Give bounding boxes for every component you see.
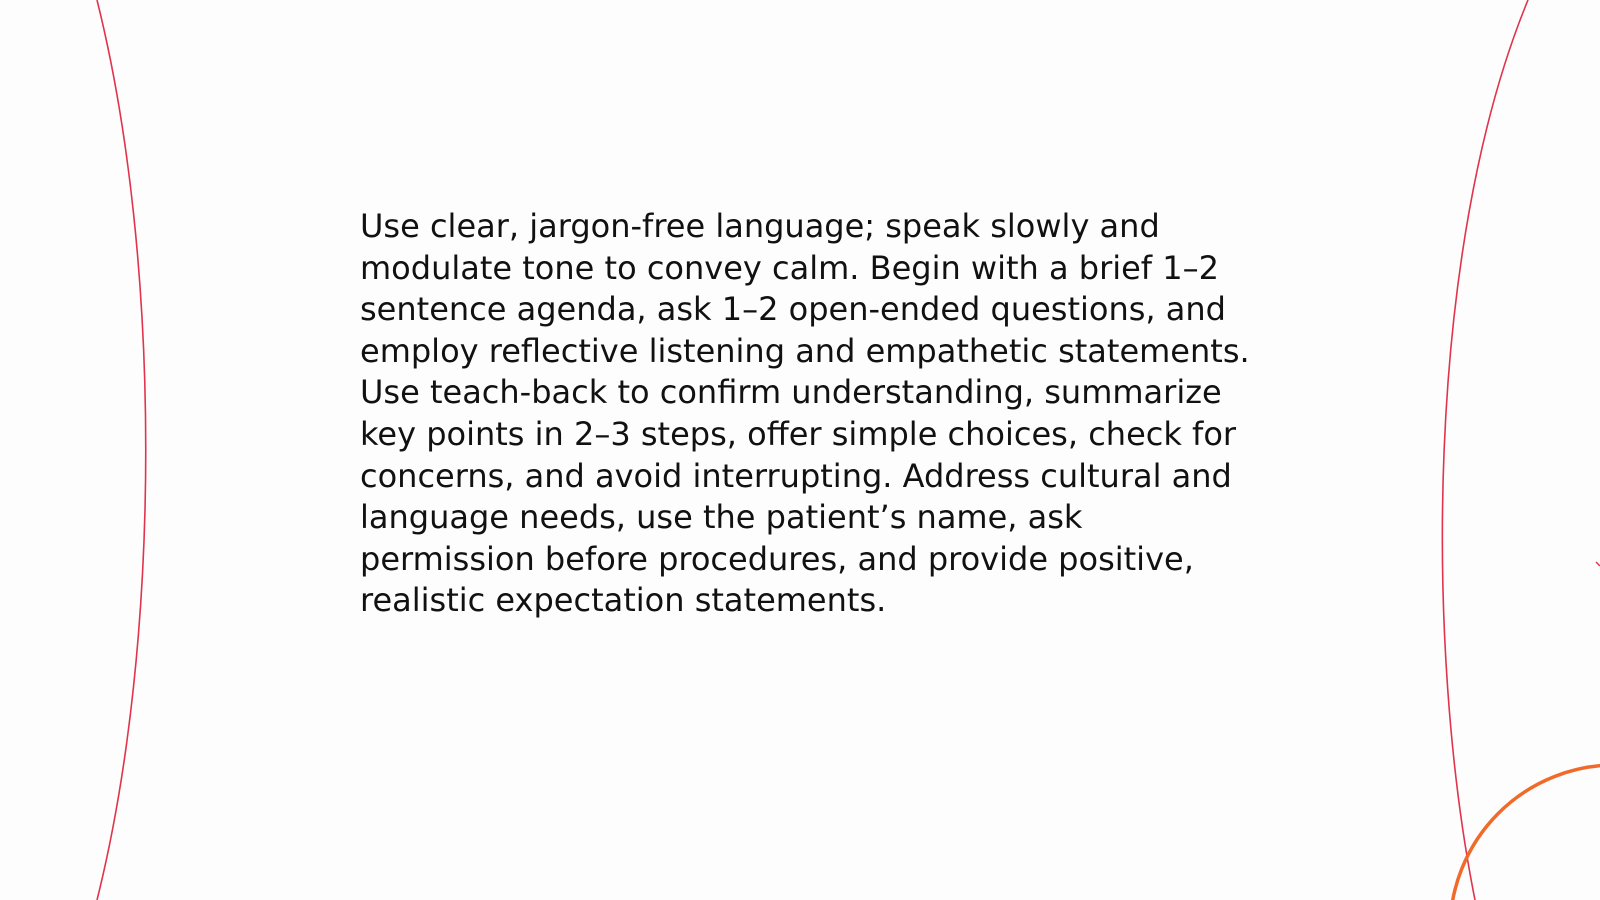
left-curve-line xyxy=(97,0,146,900)
slide-body-text: Use clear, jargon-free language; speak slowly and modulate tone to convey calm. Begin with a brief 1–2 sentence agenda, ask 1–2 open-ended questions, and employ reflective listening and empathetic statements. Use teach-back to confirm understanding, summarize key points in 2–3 steps, offer simple choices, check for concerns, and avoid interrupting. Address cultural and language needs, use the patient’s name, ask permission before procedures, and provide positive, realistic expectation statements. xyxy=(360,207,1250,620)
orange-circle-arc xyxy=(1450,765,1600,900)
right-curve-line xyxy=(1442,0,1528,900)
small-tick-mark xyxy=(1596,562,1600,566)
